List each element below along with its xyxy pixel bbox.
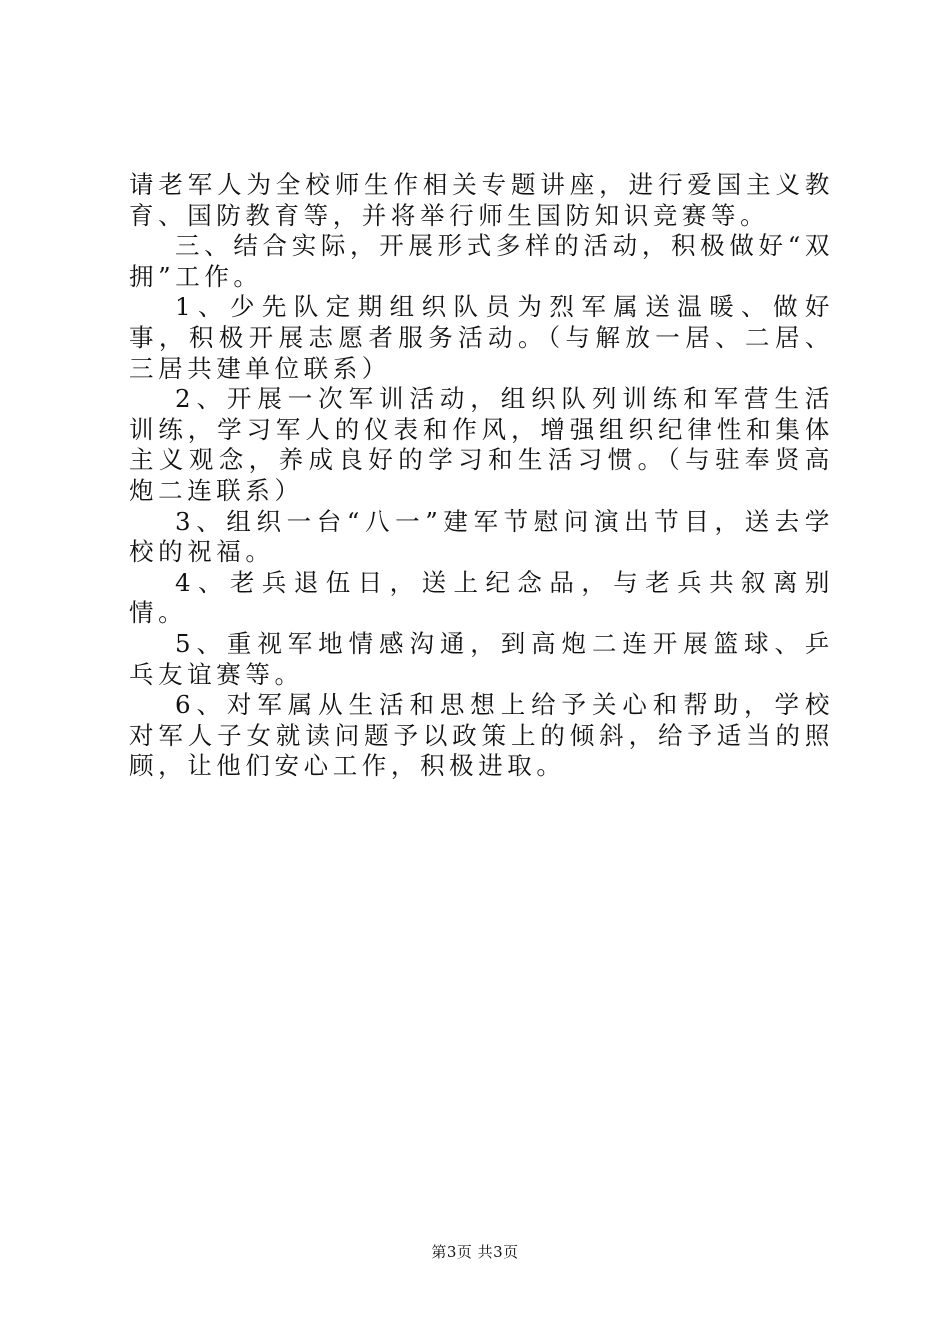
list-item-4: 4、老兵退伍日，送上纪念品，与老兵共叙离别情。	[129, 567, 834, 628]
paragraph-lecture: 请老军人为全校师生作相关专题讲座，进行爱国主义教育、国防教育等，并将举行师生国防知识竞赛等。	[129, 170, 834, 230]
page-number-footer: 第3页 共3页	[431, 1243, 519, 1261]
section-heading-three: 三、结合实际，开展形式多样的活动，积极做好“双拥”工作。	[129, 231, 834, 291]
document-body	[129, 170, 834, 782]
list-item-2: 2、开展一次军训活动，组织队列训练和军营生活训练，学习军人的仪表和作风，增强组织纪律性和集体主义观念，养成良好的学习和生活习惯。（与驻奉贤高炮二连联系）	[129, 384, 834, 505]
list-item-1: 1、少先队定期组织队员为烈军属送温暖、做好事，积极开展志愿者服务活动。（与解放一居、二居、三居共建单位联系）	[129, 292, 834, 383]
list-item-5: 5、重视军地情感沟通，到高炮二连开展篮球、乒乓友谊赛等。	[129, 628, 834, 689]
list-item-6: 6、对军属从生活和思想上给予关心和帮助，学校对军人子女就读问题予以政策上的倾斜，给予适当的照顾，让他们安心工作，积极进取。	[129, 690, 834, 781]
list-item-3: 3、组织一台“八一”建军节慰问演出节目，送去学校的祝福。	[129, 506, 834, 567]
